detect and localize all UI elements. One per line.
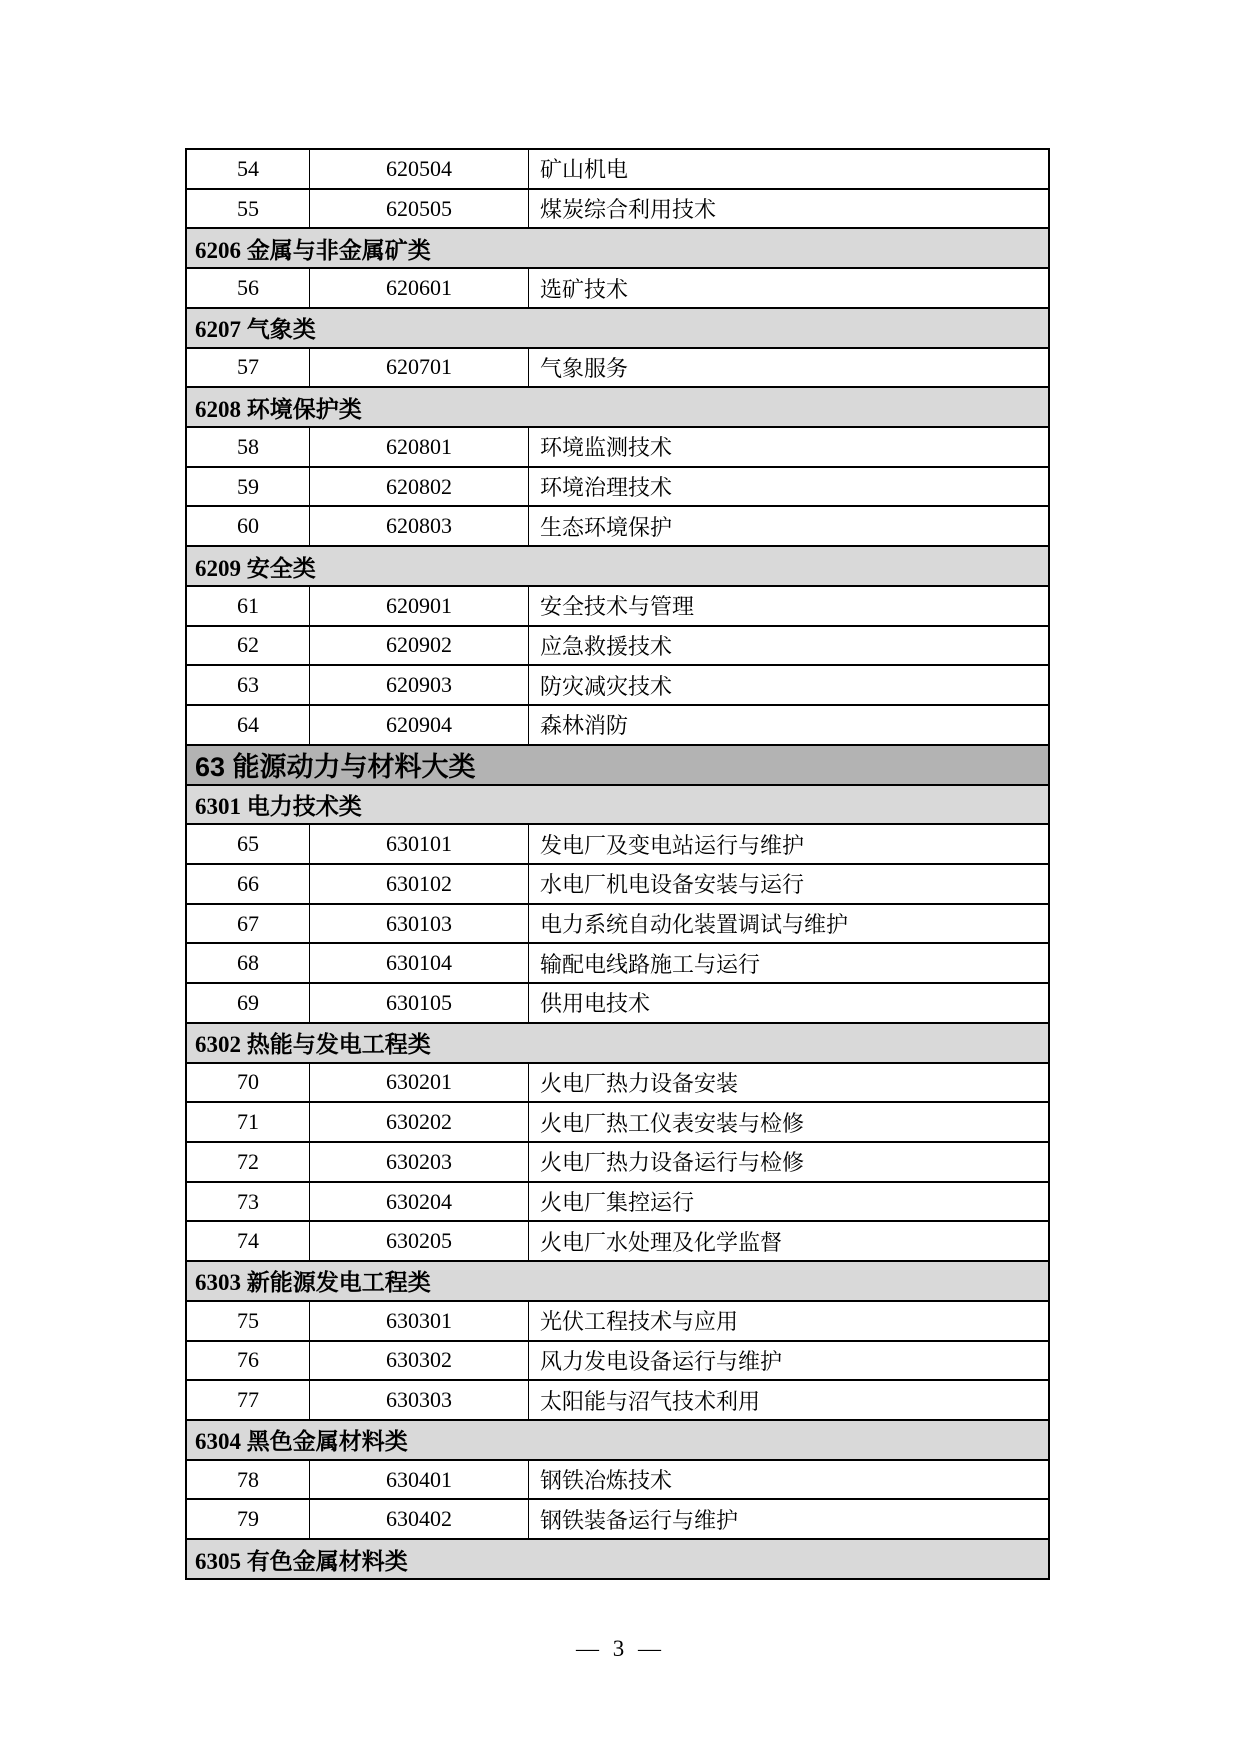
page-number: — 3 — bbox=[576, 1636, 665, 1661]
table-row bbox=[187, 347, 1048, 387]
name-cell: 火电厂集控运行 bbox=[540, 1190, 695, 1216]
code-cell: 630202 bbox=[310, 1103, 529, 1141]
name-cell: 火电厂热力设备安装 bbox=[540, 1070, 739, 1096]
code-cell: 630205 bbox=[310, 1222, 529, 1260]
serial-cell: 58 bbox=[187, 428, 310, 466]
code-cell: 630302 bbox=[310, 1342, 529, 1380]
serial-cell: 66 bbox=[187, 865, 310, 903]
name-cell: 发电厂及变电站运行与维护 bbox=[540, 832, 805, 858]
name-cell: 应急救援技术 bbox=[540, 633, 673, 659]
serial-cell: 79 bbox=[187, 1500, 310, 1538]
serial-cell: 71 bbox=[187, 1103, 310, 1141]
serial-cell: 59 bbox=[187, 468, 310, 506]
header-label: 6209 安全类 bbox=[195, 555, 316, 581]
table-row bbox=[187, 704, 1048, 744]
section-header-row bbox=[187, 386, 1048, 426]
name-cell: 钢铁装备运行与维护 bbox=[540, 1507, 739, 1533]
code-cell: 620601 bbox=[310, 269, 529, 307]
header-label: 6304 黑色金属材料类 bbox=[195, 1429, 408, 1455]
code-cell: 620901 bbox=[310, 587, 529, 625]
serial-cell: 77 bbox=[187, 1381, 310, 1419]
code-cell: 620504 bbox=[310, 150, 529, 188]
table-row bbox=[187, 466, 1048, 506]
table-row bbox=[187, 426, 1048, 466]
name-cell: 火电厂热工仪表安装与检修 bbox=[540, 1110, 805, 1136]
table-row bbox=[187, 1101, 1048, 1141]
serial-cell: 69 bbox=[187, 984, 310, 1022]
table-row bbox=[187, 1181, 1048, 1221]
name-cell: 电力系统自动化装置调试与维护 bbox=[540, 912, 849, 938]
code-cell: 630402 bbox=[310, 1500, 529, 1538]
serial-cell: 64 bbox=[187, 706, 310, 744]
table-row bbox=[187, 625, 1048, 665]
table-row bbox=[187, 585, 1048, 625]
code-cell: 630203 bbox=[310, 1143, 529, 1181]
name-cell: 生态环境保护 bbox=[540, 514, 673, 540]
code-cell: 630103 bbox=[310, 905, 529, 943]
name-cell: 矿山机电 bbox=[540, 157, 629, 183]
name-cell: 水电厂机电设备安装与运行 bbox=[540, 872, 805, 898]
table-row bbox=[187, 188, 1048, 228]
name-cell: 环境治理技术 bbox=[540, 475, 673, 501]
code-cell: 630204 bbox=[310, 1183, 529, 1221]
header-label: 6206 金属与非金属矿类 bbox=[195, 237, 431, 263]
table-row bbox=[187, 863, 1048, 903]
serial-cell: 55 bbox=[187, 190, 310, 228]
name-cell: 煤炭综合利用技术 bbox=[540, 197, 717, 223]
table-row bbox=[187, 1498, 1048, 1538]
table-row bbox=[187, 1141, 1048, 1181]
table-row bbox=[187, 664, 1048, 704]
serial-cell: 78 bbox=[187, 1461, 310, 1499]
serial-cell: 76 bbox=[187, 1342, 310, 1380]
name-cell: 火电厂水处理及化学监督 bbox=[540, 1229, 783, 1255]
header-label: 6207 气象类 bbox=[195, 317, 316, 343]
code-cell: 630303 bbox=[310, 1381, 529, 1419]
table-row bbox=[187, 1220, 1048, 1260]
code-cell: 630102 bbox=[310, 865, 529, 903]
serial-cell: 68 bbox=[187, 944, 310, 982]
table-row bbox=[187, 267, 1048, 307]
name-cell: 输配电线路施工与运行 bbox=[540, 951, 761, 977]
header-label: 63 能源动力与材料大类 bbox=[195, 752, 476, 783]
name-cell: 环境监测技术 bbox=[540, 435, 673, 461]
section-header-row bbox=[187, 1260, 1048, 1300]
name-cell: 供用电技术 bbox=[540, 991, 651, 1017]
code-cell: 620701 bbox=[310, 349, 529, 387]
table-row bbox=[187, 982, 1048, 1022]
serial-cell: 67 bbox=[187, 905, 310, 943]
code-cell: 620802 bbox=[310, 468, 529, 506]
code-cell: 630104 bbox=[310, 944, 529, 982]
code-cell: 620902 bbox=[310, 627, 529, 665]
serial-cell: 73 bbox=[187, 1183, 310, 1221]
name-cell: 太阳能与沼气技术利用 bbox=[540, 1388, 761, 1414]
code-cell: 630301 bbox=[310, 1302, 529, 1340]
code-cell: 620801 bbox=[310, 428, 529, 466]
serial-cell: 63 bbox=[187, 666, 310, 704]
table-row bbox=[187, 1459, 1048, 1499]
table-row bbox=[187, 1379, 1048, 1419]
section-header-row bbox=[187, 307, 1048, 347]
code-cell: 630101 bbox=[310, 825, 529, 863]
section-header-row bbox=[187, 1419, 1048, 1459]
table-row bbox=[187, 150, 1048, 188]
serial-cell: 61 bbox=[187, 587, 310, 625]
name-cell: 钢铁冶炼技术 bbox=[540, 1468, 673, 1494]
table-row bbox=[187, 1062, 1048, 1102]
table-row bbox=[187, 1340, 1048, 1380]
code-cell: 620505 bbox=[310, 190, 529, 228]
serial-cell: 70 bbox=[187, 1064, 310, 1102]
serial-cell: 62 bbox=[187, 627, 310, 665]
section-header-row bbox=[187, 1022, 1048, 1062]
table-row bbox=[187, 505, 1048, 545]
section-header-row bbox=[187, 784, 1048, 824]
serial-cell: 65 bbox=[187, 825, 310, 863]
name-cell: 光伏工程技术与应用 bbox=[540, 1309, 739, 1335]
name-cell: 选矿技术 bbox=[540, 276, 629, 302]
serial-cell: 57 bbox=[187, 349, 310, 387]
header-label: 6305 有色金属材料类 bbox=[195, 1548, 408, 1574]
code-cell: 620903 bbox=[310, 666, 529, 704]
code-cell: 620803 bbox=[310, 507, 529, 545]
code-cell: 630201 bbox=[310, 1064, 529, 1102]
name-cell: 风力发电设备运行与维护 bbox=[540, 1348, 783, 1374]
table-row bbox=[187, 1300, 1048, 1340]
section-header-row bbox=[187, 227, 1048, 267]
header-label: 6301 电力技术类 bbox=[195, 793, 362, 819]
serial-cell: 74 bbox=[187, 1222, 310, 1260]
serial-cell: 72 bbox=[187, 1143, 310, 1181]
table-row bbox=[187, 903, 1048, 943]
name-cell: 火电厂热力设备运行与检修 bbox=[540, 1150, 805, 1176]
header-label: 6303 新能源发电工程类 bbox=[195, 1270, 431, 1296]
majors-table bbox=[185, 148, 1050, 1580]
code-cell: 620904 bbox=[310, 706, 529, 744]
section-header-row bbox=[187, 1538, 1048, 1578]
category-header-row bbox=[187, 744, 1048, 784]
name-cell: 气象服务 bbox=[540, 355, 629, 381]
header-label: 6302 热能与发电工程类 bbox=[195, 1032, 431, 1058]
table-row bbox=[187, 942, 1048, 982]
code-cell: 630401 bbox=[310, 1461, 529, 1499]
serial-cell: 54 bbox=[187, 150, 310, 188]
serial-cell: 60 bbox=[187, 507, 310, 545]
code-cell: 630105 bbox=[310, 984, 529, 1022]
serial-cell: 56 bbox=[187, 269, 310, 307]
table-row bbox=[187, 823, 1048, 863]
name-cell: 防灾减灾技术 bbox=[540, 673, 673, 699]
name-cell: 安全技术与管理 bbox=[540, 594, 695, 620]
section-header-row bbox=[187, 545, 1048, 585]
header-label: 6208 环境保护类 bbox=[195, 396, 362, 422]
name-cell: 森林消防 bbox=[540, 713, 629, 739]
serial-cell: 75 bbox=[187, 1302, 310, 1340]
